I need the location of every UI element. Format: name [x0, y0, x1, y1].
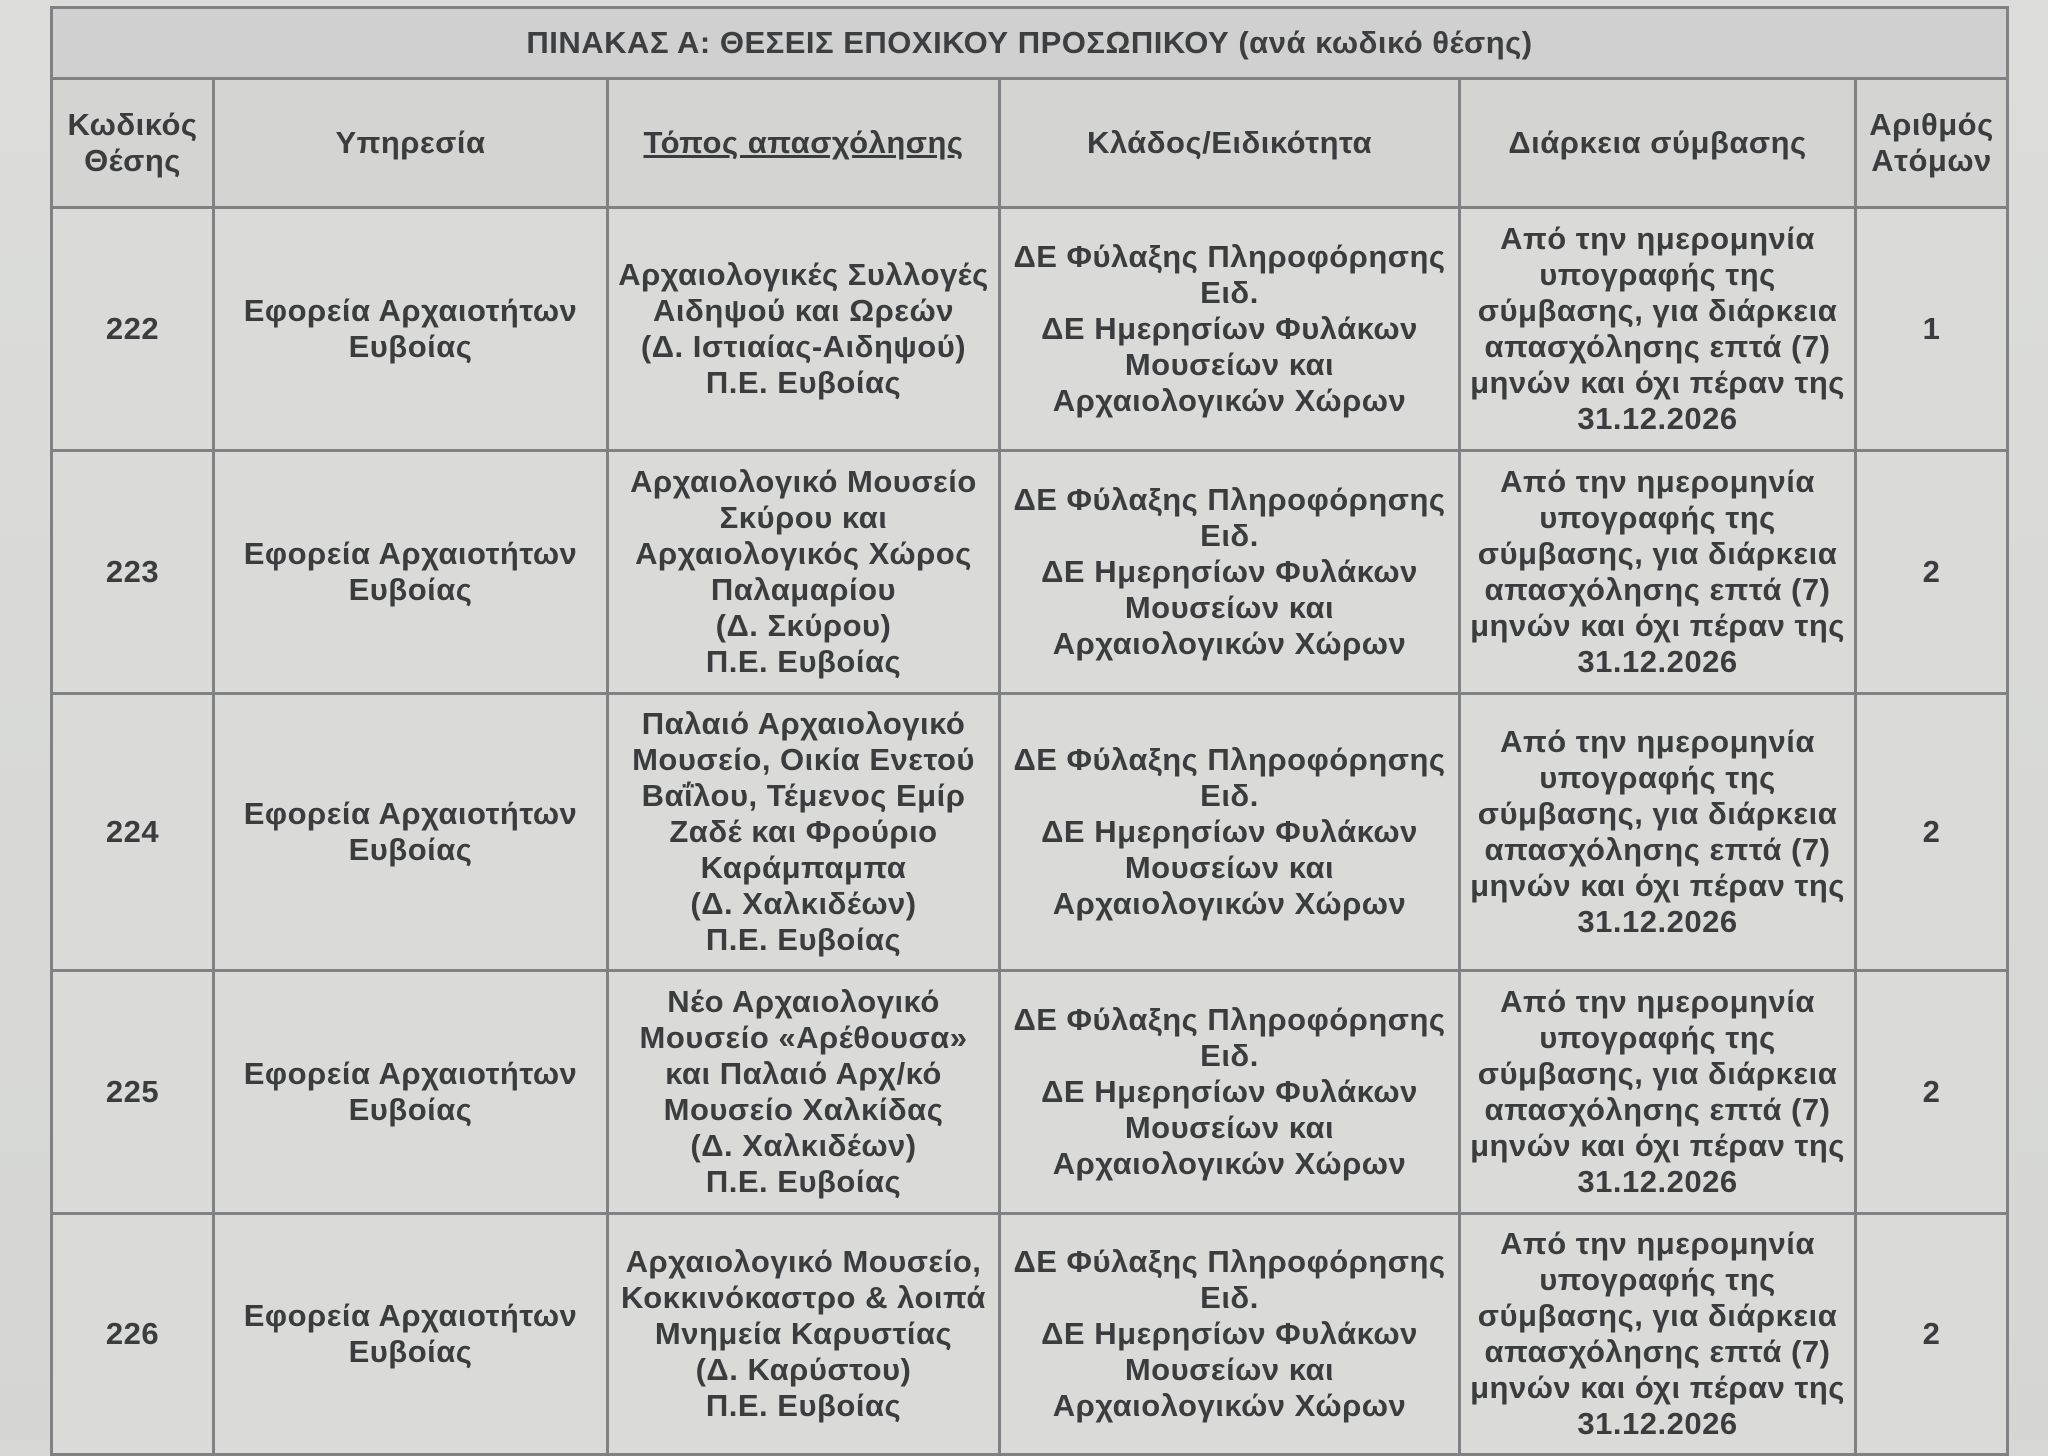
- header-code: [52, 79, 214, 208]
- cell-location: [608, 971, 1000, 1214]
- cell-location-line: Μνημεία Καρυστίας: [654, 1316, 953, 1351]
- cell-location-line: Αρχαιολογικός Χώρος: [635, 536, 972, 571]
- header-specialty: Κλάδος/Ειδικότητα: [1000, 79, 1460, 208]
- table-title: ΠΙΝΑΚΑΣ Α: ΘΕΣΕΙΣ ΕΠΟΧΙΚΟΥ ΠΡΟΣΩΠΙΚΟΥ (ανά κωδικό θέσης): [52, 8, 2008, 79]
- table-row: [52, 208, 2008, 451]
- cell-service-line: Εφορεία Αρχαιοτήτων: [243, 1056, 578, 1091]
- cell-duration-line: μηνών και όχι πέραν της: [1470, 365, 1845, 400]
- cell-duration-line: 31.12.2026: [1577, 904, 1738, 939]
- cell-duration-line: Από την ημερομηνία: [1500, 984, 1815, 1019]
- cell-specialty-line: Ειδ.: [1200, 275, 1259, 310]
- cell-service-line: Ευβοίας: [348, 329, 473, 364]
- cell-location: [608, 208, 1000, 451]
- cell-location-line: Παλαιό Αρχαιολογικό: [641, 706, 966, 741]
- cell-service-line: Εφορεία Αρχαιοτήτων: [243, 536, 578, 571]
- cell-location-line: (Δ. Χαλκιδέων): [690, 886, 917, 921]
- header-count-line: Αριθμός: [1869, 107, 1994, 142]
- cell-location-line: Ζαδέ και Φρούριο: [669, 814, 938, 849]
- cell-service-line: Ευβοίας: [348, 1092, 473, 1127]
- cell-specialty-line: Αρχαιολογικών Χώρων: [1052, 383, 1407, 418]
- cell-duration: [1460, 694, 1856, 971]
- cell-code: 224: [52, 694, 214, 971]
- cell-specialty-line: Αρχαιολογικών Χώρων: [1052, 626, 1407, 661]
- cell-duration-line: 31.12.2026: [1577, 401, 1738, 436]
- cell-specialty-line: Αρχαιολογικών Χώρων: [1052, 1146, 1407, 1181]
- cell-duration-line: υπογραφής της: [1539, 500, 1776, 535]
- cell-duration-line: υπογραφής της: [1539, 257, 1776, 292]
- cell-specialty-line: Μουσείων και: [1124, 1110, 1335, 1145]
- cell-location-line: Π.Ε. Ευβοίας: [705, 922, 902, 957]
- cell-specialty-line: ΔΕ Φύλαξης Πληροφόρησης: [1013, 239, 1446, 274]
- header-location: Τόπος απασχόλησης: [608, 79, 1000, 208]
- cell-service: [214, 451, 608, 694]
- cell-location-line: Σκύρου και: [719, 500, 888, 535]
- cell-code: 223: [52, 451, 214, 694]
- cell-location-line: Αρχαιολογικές Συλλογές: [618, 257, 989, 292]
- cell-service-line: Εφορεία Αρχαιοτήτων: [243, 1298, 578, 1333]
- cell-specialty: [1000, 971, 1460, 1214]
- table-row: [52, 1214, 2008, 1455]
- cell-duration-line: σύμβασης, για διάρκεια: [1477, 1298, 1838, 1333]
- cell-duration: [1460, 971, 1856, 1214]
- cell-duration-line: Από την ημερομηνία: [1500, 221, 1815, 256]
- cell-duration-line: υπογραφής της: [1539, 760, 1776, 795]
- cell-location-line: Π.Ε. Ευβοίας: [705, 1388, 902, 1423]
- cell-location-line: Μουσείο «Αρέθουσα»: [639, 1020, 968, 1055]
- cell-specialty-line: ΔΕ Ημερησίων Φυλάκων: [1041, 311, 1418, 346]
- cell-location-line: (Δ. Ιστιαίας-Αιδηψού): [640, 329, 967, 364]
- cell-location-line: Μουσείο Χαλκίδας: [663, 1092, 944, 1127]
- cell-specialty-line: ΔΕ Ημερησίων Φυλάκων: [1041, 814, 1418, 849]
- cell-service-line: Εφορεία Αρχαιοτήτων: [243, 293, 578, 328]
- cell-specialty-line: Ειδ.: [1200, 518, 1259, 553]
- cell-location: [608, 694, 1000, 971]
- cell-duration-line: 31.12.2026: [1577, 1406, 1738, 1441]
- cell-specialty-line: Μουσείων και: [1124, 850, 1335, 885]
- cell-specialty-line: Ειδ.: [1200, 1038, 1259, 1073]
- cell-duration-line: σύμβασης, για διάρκεια: [1477, 293, 1838, 328]
- cell-duration-line: μηνών και όχι πέραν της: [1470, 868, 1845, 903]
- cell-specialty-line: ΔΕ Ημερησίων Φυλάκων: [1041, 1074, 1418, 1109]
- cell-specialty: [1000, 1214, 1460, 1455]
- cell-location-line: Νέο Αρχαιολογικό: [667, 984, 940, 1019]
- cell-location-line: Βαΐλου, Τέμενος Εμίρ: [641, 778, 966, 813]
- header-service: Υπηρεσία: [214, 79, 608, 208]
- cell-location-line: Π.Ε. Ευβοίας: [705, 365, 902, 400]
- cell-duration-line: μηνών και όχι πέραν της: [1470, 608, 1845, 643]
- table-row: [52, 451, 2008, 694]
- cell-count: 2: [1856, 1214, 2008, 1455]
- cell-location-line: Παλαμαρίου: [710, 572, 897, 607]
- cell-service: [214, 1214, 608, 1455]
- cell-specialty-line: Αρχαιολογικών Χώρων: [1052, 886, 1407, 921]
- cell-duration-line: σύμβασης, για διάρκεια: [1477, 1056, 1838, 1091]
- cell-duration: [1460, 451, 1856, 694]
- cell-specialty-line: ΔΕ Φύλαξης Πληροφόρησης: [1013, 1244, 1446, 1279]
- cell-duration-line: μηνών και όχι πέραν της: [1470, 1370, 1845, 1405]
- header-duration: Διάρκεια σύμβασης: [1460, 79, 1856, 208]
- cell-specialty-line: Μουσείων και: [1124, 1352, 1335, 1387]
- cell-specialty-line: ΔΕ Ημερησίων Φυλάκων: [1041, 1316, 1418, 1351]
- cell-code: 222: [52, 208, 214, 451]
- cell-service: [214, 694, 608, 971]
- cell-location-line: Αρχαιολογικό Μουσείο,: [625, 1244, 982, 1279]
- cell-service-line: Ευβοίας: [348, 1334, 473, 1369]
- cell-specialty: [1000, 694, 1460, 971]
- cell-location: [608, 1214, 1000, 1455]
- cell-duration-line: απασχόλησης επτά (7): [1484, 1092, 1831, 1127]
- cell-specialty-line: ΔΕ Φύλαξης Πληροφόρησης: [1013, 482, 1446, 517]
- table-row: [52, 971, 2008, 1214]
- cell-specialty-line: ΔΕ Ημερησίων Φυλάκων: [1041, 554, 1418, 589]
- cell-duration-line: Από την ημερομηνία: [1500, 464, 1815, 499]
- cell-code: 226: [52, 1214, 214, 1455]
- header-count: [1856, 79, 2008, 208]
- cell-specialty-line: Ειδ.: [1200, 1280, 1259, 1315]
- cell-location-line: (Δ. Χαλκιδέων): [690, 1128, 917, 1163]
- cell-duration-line: 31.12.2026: [1577, 644, 1738, 679]
- cell-location-line: (Δ. Σκύρου): [715, 608, 892, 643]
- cell-duration-line: Από την ημερομηνία: [1500, 724, 1815, 759]
- cell-count: 1: [1856, 208, 2008, 451]
- cell-duration-line: απασχόλησης επτά (7): [1484, 572, 1831, 607]
- cell-specialty-line: Ειδ.: [1200, 778, 1259, 813]
- table-title-row: [52, 8, 2008, 79]
- table-header-row: [52, 79, 2008, 208]
- cell-duration-line: 31.12.2026: [1577, 1164, 1738, 1199]
- cell-specialty: [1000, 451, 1460, 694]
- cell-count: 2: [1856, 971, 2008, 1214]
- header-count-line: Ατόμων: [1871, 143, 1992, 178]
- cell-location-line: Μουσείο, Οικία Ενετού: [632, 742, 975, 777]
- cell-duration-line: σύμβασης, για διάρκεια: [1477, 536, 1838, 571]
- cell-location-line: Αιδηψού και Ωρεών: [653, 293, 954, 328]
- cell-location-line: Αρχαιολογικό Μουσείο: [630, 464, 977, 499]
- cell-duration-line: απασχόλησης επτά (7): [1484, 329, 1831, 364]
- cell-location-line: Κοκκινόκαστρο & λοιπά: [621, 1280, 986, 1315]
- cell-duration-line: υπογραφής της: [1539, 1262, 1776, 1297]
- cell-service-line: Εφορεία Αρχαιοτήτων: [243, 796, 578, 831]
- table-row: [52, 694, 2008, 971]
- cell-service: [214, 208, 608, 451]
- cell-duration-line: υπογραφής της: [1539, 1020, 1776, 1055]
- cell-count: 2: [1856, 451, 2008, 694]
- cell-service: [214, 971, 608, 1214]
- cell-location-line: Καράμπαμπα: [700, 850, 907, 885]
- cell-count: 2: [1856, 694, 2008, 971]
- cell-location-line: Π.Ε. Ευβοίας: [705, 1164, 902, 1199]
- cell-specialty-line: Μουσείων και: [1124, 347, 1335, 382]
- cell-location-line: (Δ. Καρύστου): [695, 1352, 912, 1387]
- cell-service-line: Ευβοίας: [348, 832, 473, 867]
- cell-specialty-line: ΔΕ Φύλαξης Πληροφόρησης: [1013, 1002, 1446, 1037]
- cell-duration-line: Από την ημερομηνία: [1500, 1226, 1815, 1261]
- cell-duration-line: απασχόλησης επτά (7): [1484, 832, 1831, 867]
- header-code-line: Θέσης: [84, 143, 181, 178]
- cell-location: [608, 451, 1000, 694]
- cell-duration-line: μηνών και όχι πέραν της: [1470, 1128, 1845, 1163]
- cell-duration-line: απασχόλησης επτά (7): [1484, 1334, 1831, 1369]
- cell-specialty: [1000, 208, 1460, 451]
- cell-service-line: Ευβοίας: [348, 572, 473, 607]
- cell-specialty-line: Αρχαιολογικών Χώρων: [1052, 1388, 1407, 1423]
- header-code-line: Κωδικός: [67, 107, 198, 142]
- cell-code: 225: [52, 971, 214, 1214]
- cell-location-line: και Παλαιό Αρχ/κό: [665, 1056, 942, 1091]
- cell-duration: [1460, 208, 1856, 451]
- cell-specialty-line: ΔΕ Φύλαξης Πληροφόρησης: [1013, 742, 1446, 777]
- cell-specialty-line: Μουσείων και: [1124, 590, 1335, 625]
- cell-location-line: Π.Ε. Ευβοίας: [705, 644, 902, 679]
- positions-table: [50, 6, 2009, 1456]
- cell-duration-line: σύμβασης, για διάρκεια: [1477, 796, 1838, 831]
- cell-duration: [1460, 1214, 1856, 1455]
